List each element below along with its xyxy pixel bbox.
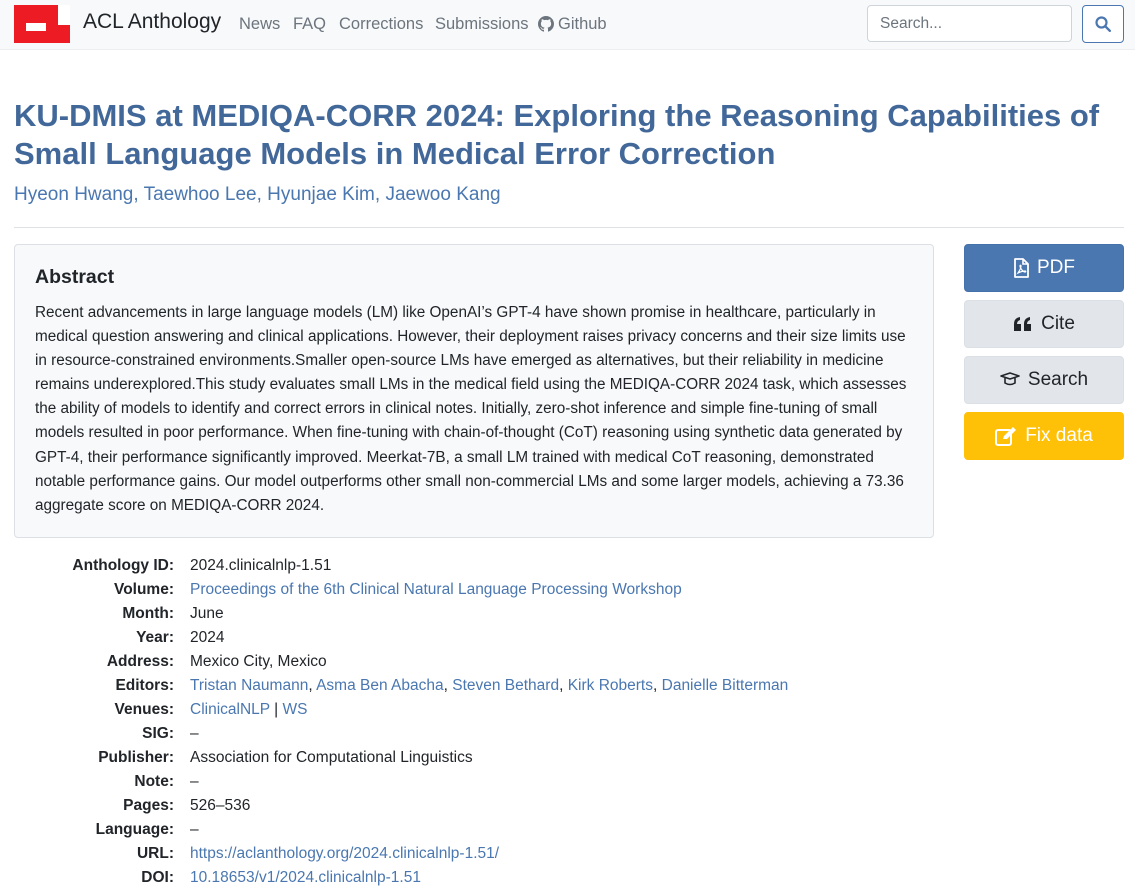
url-link[interactable]: https://aclanthology.org/2024.clinicalnlp-1.51/ [190,845,500,862]
meta-editors: Editors: Tristan Naumann, Asma Ben Abacha, Steven Bethard, Kirk Roberts, Danielle Bitterman [115,677,789,694]
search-scholar-button[interactable] [964,356,1124,404]
editor-link[interactable]: Tristan Naumann [190,677,309,694]
meta-anthology-id: Anthology ID: 2024.clinicalnlp-1.51 [72,557,332,574]
author-list: Hyeon Hwang, Taewhoo Lee, Hyunjae Kim, Jaewoo Kang [14,184,501,205]
search-input[interactable] [867,5,1072,42]
author-link[interactable]: Hyeon Hwang [14,184,134,205]
meta-sig: SIG: – [142,725,199,742]
meta-publisher: Publisher: Association for Computational Linguistics [98,749,473,766]
abstract-text: Recent advancements in large language models (LM) like OpenAI’s GPT-4 have shown promise in healthcare, particularly in medical question answering and clinical applications. However, their deployment raises privacy concerns and their size limits use in resource-constrained environments.Smaller open-source LMs have emerged as alternatives, but their reliability in medicine remains underexplored.This study evaluates small LMs in the medical field using the MEDIQA-CORR 2024 task, which assesses the ability of models to identify and correct errors in clinical notes. Initially, zero-shot inference and simple fine-tuning of small models resulted in poor performance. When fine-tuning with chain-of-thought (CoT) reasoning using synthetic data generated by GPT-4, their performance significantly improved. Meerkat-7B, a small LM trained with medical CoT reasoning, demonstrated notable performance gains. Our model outperforms other small non-commercial LMs and some larger models, achieving a 73.36 aggregate score on MEDIQA-CORR 2024. [35,304,907,514]
edit-icon [995,426,1017,446]
meta-month: Month: June [122,605,224,622]
brand-name[interactable]: ACL Anthology [83,10,222,33]
paper-title: KU-DMIS at MEDIQA-CORR 2024: Exploring the Reasoning Capabilities of Small Language Models in Medical Error Correction [14,98,1100,171]
search-icon [1095,16,1111,32]
author-link[interactable]: Hyunjae Kim [267,184,375,205]
navbar [0,0,1135,50]
nav-news[interactable]: News [239,15,281,33]
quote-icon [1013,316,1033,332]
search-button[interactable] [1082,5,1124,43]
fix-data-button[interactable] [964,412,1124,460]
meta-language: Language: – [95,821,199,838]
github-icon [538,16,554,32]
meta-pages: Pages: 526–536 [123,797,251,814]
editor-link[interactable]: Kirk Roberts [567,677,653,694]
nav-submissions[interactable]: Submissions [435,15,529,33]
fix-data-button-label: Fix data [1025,425,1093,446]
search-scholar-icon [1000,372,1020,388]
author-link[interactable]: Jaewoo Kang [385,184,501,205]
volume-link[interactable]: Proceedings of the 6th Clinical Natural Language Processing Workshop [190,581,682,598]
meta-volume: Volume: Proceedings of the 6th Clinical Natural Language Processing Workshop [114,581,682,598]
meta-note: Note: – [134,773,199,790]
cite-button-label: Cite [1041,313,1075,334]
nav-corrections[interactable]: Corrections [339,15,424,33]
abstract-card [14,244,934,538]
doi-link[interactable]: 10.18653/v1/2024.clinicalnlp-1.51 [190,869,421,886]
acl-logo[interactable] [14,5,70,43]
nav-github[interactable] [538,15,607,34]
search-button-label: Search [1027,369,1089,390]
venue-link[interactable]: WS [282,701,308,718]
meta-address: Address: Mexico City, Mexico [106,653,327,670]
meta-venues: Venues: ClinicalNLP | WS [114,701,308,718]
title-divider [14,227,1124,228]
meta-url: URL: https://aclanthology.org/2024.clinicalnlp-1.51/ [136,845,500,862]
nav-github-label: Github [558,15,607,33]
cite-button[interactable] [964,300,1124,348]
venue-link[interactable]: ClinicalNLP [190,701,270,718]
pdf-button-label: PDF [1037,257,1075,278]
nav-faq[interactable]: FAQ [293,15,327,33]
abstract-heading: Abstract [35,266,115,288]
editor-link[interactable]: Danielle Bitterman [661,677,789,694]
meta-doi: DOI: 10.18653/v1/2024.clinicalnlp-1.51 [141,869,421,886]
file-pdf-icon [1013,258,1029,278]
editor-link[interactable]: Asma Ben Abacha [316,677,444,694]
pdf-button[interactable] [964,244,1124,292]
meta-year: Year: 2024 [136,629,225,646]
author-link[interactable]: Taewhoo Lee [143,184,257,205]
editor-link[interactable]: Steven Bethard [452,677,560,694]
